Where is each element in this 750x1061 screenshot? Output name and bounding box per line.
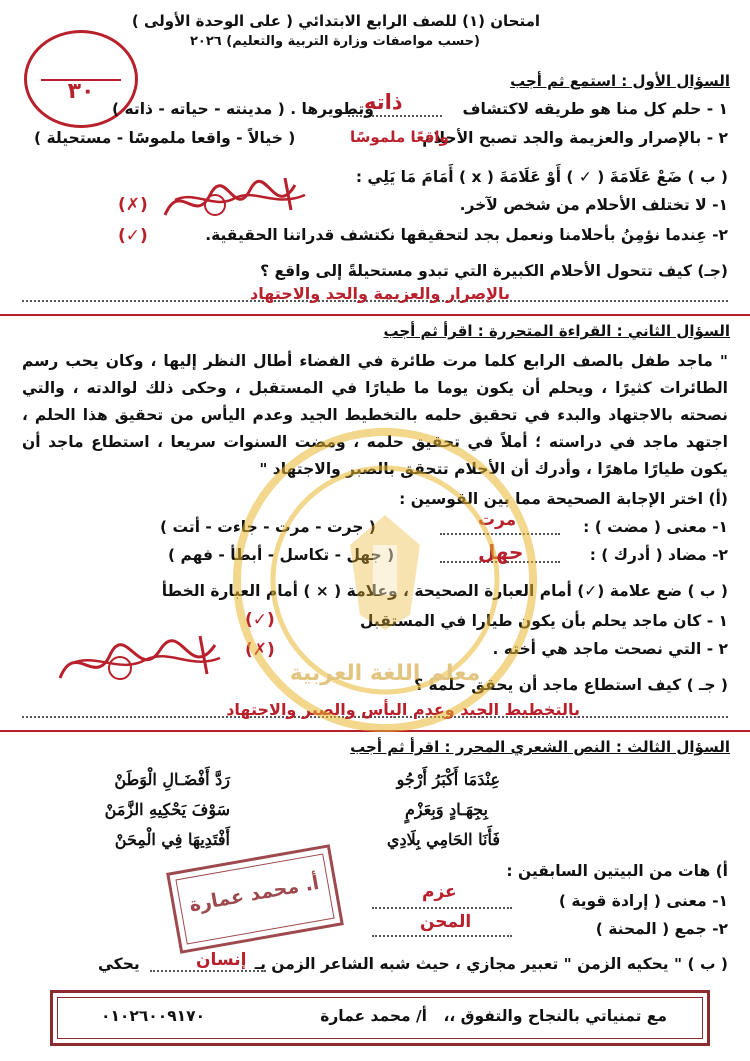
s1-q1-options: وتطويرها . ( مدينته - حياته - ذاته ) xyxy=(112,100,374,118)
s2-c-question: ( جـ ) كيف استطاع ماجد أن يحقق حلمه ؟ xyxy=(414,676,728,694)
signature-1 xyxy=(155,170,315,230)
s1-b2-mark: (✓) xyxy=(118,226,148,246)
s2-b2-mark: (✗) xyxy=(245,640,275,660)
s1-q2-answer: واقعًا ملموسًا xyxy=(350,128,449,146)
s3-a2-text: ٢- جمع ( المحنة ) xyxy=(595,920,728,938)
s3-a-instruction: أ) هات من البيتين السابقين : xyxy=(506,862,728,880)
s3-a1-blank xyxy=(372,907,512,909)
s3-b-question: ( ب ) " يحكيه الزمن " تعبير مجازي ، حيث شبه الشاعر الزمن بـ xyxy=(254,955,728,973)
s2-a1-answer: مرت xyxy=(478,510,517,530)
s2-passage: " ماجد طفل بالصف الرابع كلما مرت طائرة في الفضاء أطال النظر إليها ، وكان يحب رسم الطائرات كثيرًا ، ويحلم أن يكون يوما ما طيارًا في المستقبل ، وحكى ذلك لوالدته ، والتي نصحته بالاجتهاد والبدء في تحقيق حلمه بالتخطيط الجيد وعدم اليأس من تحقيق هذا الحلم ، اجتهد ماجد في دراسته ؛ أملاً في تحقيق حلمه ، ومضت السنوات سريعا ، استطاع ماجد أن يكون طيارًا ماهرًا ، وأدرك أن الأحلام تتحقق بالصبر والاجتهاد " xyxy=(22,352,728,478)
s3-b-answer: إنسان xyxy=(196,950,247,970)
s1-c-answer: بالإصرار والعزيمة والجد والاجتهاد xyxy=(249,284,510,303)
score-value: ٣٠ xyxy=(67,79,95,104)
poem-line-2-left: سَوْفَ يَحْكِيهِ الزَّمَنْ xyxy=(104,800,230,819)
s1-q2-text: ٢ - بالإصرار والعزيمة والجد تصبح الأحلام xyxy=(422,129,728,147)
s3-a2-answer: المحن xyxy=(420,912,472,932)
footer-wishes: مع تمنياتي بالنجاح والتفوق ،، xyxy=(443,1007,667,1025)
poem-line-1-right: عِنْدَمَا أَكْبَرُ أَرْجُو xyxy=(396,770,500,789)
s2-a2-answer: جهل xyxy=(478,540,524,564)
poem-line-3-left: أَفْتَدِيهَا فِي الْمِحَنْ xyxy=(114,830,230,849)
name-stamp-text: أ. محمد عمارة xyxy=(187,871,321,917)
s1-c-question: (جـ) كيف تتحول الأحلام الكبيرة التي تبدو مستحيلةً إلى واقع ؟ xyxy=(260,262,728,280)
s1-q2-options: ( خيالاً - واقعا ملموسًا - مستحيلة ) xyxy=(34,129,296,147)
s2-a-instruction: (أ) اختر الإجابة الصحيحة مما بين القوسين : xyxy=(399,490,728,508)
s2-a1-text: ١- معنى ( مضت ) : xyxy=(583,518,728,536)
s2-a2-text: ٢- مضاد ( أدرك ) : xyxy=(589,546,728,564)
exam-subtitle: (حسب مواصفات وزارة التربية والتعليم) ٢٠٢٦ xyxy=(190,34,480,49)
s2-b-instruction: ( ب ) ضع علامة (✓) أمام العبارة الصحيحة ، وعلامة ( × ) أمام العبارة الخطأ xyxy=(161,582,728,600)
section1-heading: السؤال الأول : استمع ثم أجب xyxy=(510,72,730,90)
s2-b1-mark: (✓) xyxy=(245,610,275,630)
s1-b2-text: ٢- عِندما نؤمِنُ بأحلامنا ونعمل بجد لتحقيقها نكتشف قدراتنا الحقيقية. xyxy=(205,226,728,244)
s2-b1-text: ١ - كان ماجد يحلم بأن يكون طيارا في المستقبل xyxy=(360,612,728,630)
footer-teacher: أ/ محمد عمارة xyxy=(320,1007,427,1025)
section2-heading: السؤال الثاني : القراءة المتحررة : اقرأ ثم أجب xyxy=(383,322,730,340)
s2-b2-text: ٢ - التي نصحت ماجد هي أخته . xyxy=(492,640,728,658)
name-stamp xyxy=(166,844,344,954)
footer-phone: ٠١٠٢٦٠٠٩١٧٠ xyxy=(101,1007,206,1025)
s2-a2-options: ( جهل - تكاسل - أبطأ - فهم ) xyxy=(168,546,395,564)
s2-c-answer: بالتخطيط الجيد وعدم اليأس والصبر والاجتهاد xyxy=(226,700,580,719)
poem-line-2-right: بِجِهَـادٍ وَبِعَزْمٍ xyxy=(404,800,488,819)
s3-a1-text: ١- معنى ( إرادة قوية ) xyxy=(558,892,728,910)
s2-a1-options: ( جرت - مرت - جاءت - أتت ) xyxy=(160,518,376,536)
exam-title: امتحان (١) للصف الرابع الابتدائي ( على الوحدة الأولى ) xyxy=(131,12,540,30)
poem-line-3-right: فَأَنَا الحَامِي بِلَادِي xyxy=(386,830,500,849)
s1-b-instruction: ( ب ) ضَعْ عَلَامَةَ ( ✓ ) أَوْ عَلَامَةَ ( x ) أَمَامَ مَا يَلِي : xyxy=(355,168,728,186)
s3-a2-blank xyxy=(372,935,512,937)
seal-text: معلم اللغة العربية xyxy=(289,661,481,686)
official-seal xyxy=(230,425,540,735)
section3-heading: السؤال الثالث : النص الشعري المحرر : اقرأ ثم أجب xyxy=(350,738,730,756)
poem-line-1-left: رَدَّ أَفْضَـالِ الْوَطَنْ xyxy=(114,770,230,789)
s3-a1-answer: عزم xyxy=(422,882,457,902)
s3-b-blank xyxy=(150,970,266,972)
s3-b-tail: يحكي xyxy=(98,955,140,973)
s1-b1-mark: (✗) xyxy=(118,195,148,215)
s1-b1-text: ١- لا تختلف الأحلام من شخص لآخر. xyxy=(459,196,728,214)
footer-box xyxy=(50,990,710,1046)
s1-q1-text: ١ - حلم كل منا هو طريقه لاكتشاف xyxy=(462,100,728,118)
divider-1 xyxy=(0,314,750,316)
signature-2 xyxy=(50,630,230,694)
s1-q1-answer: ذاته xyxy=(364,90,403,114)
